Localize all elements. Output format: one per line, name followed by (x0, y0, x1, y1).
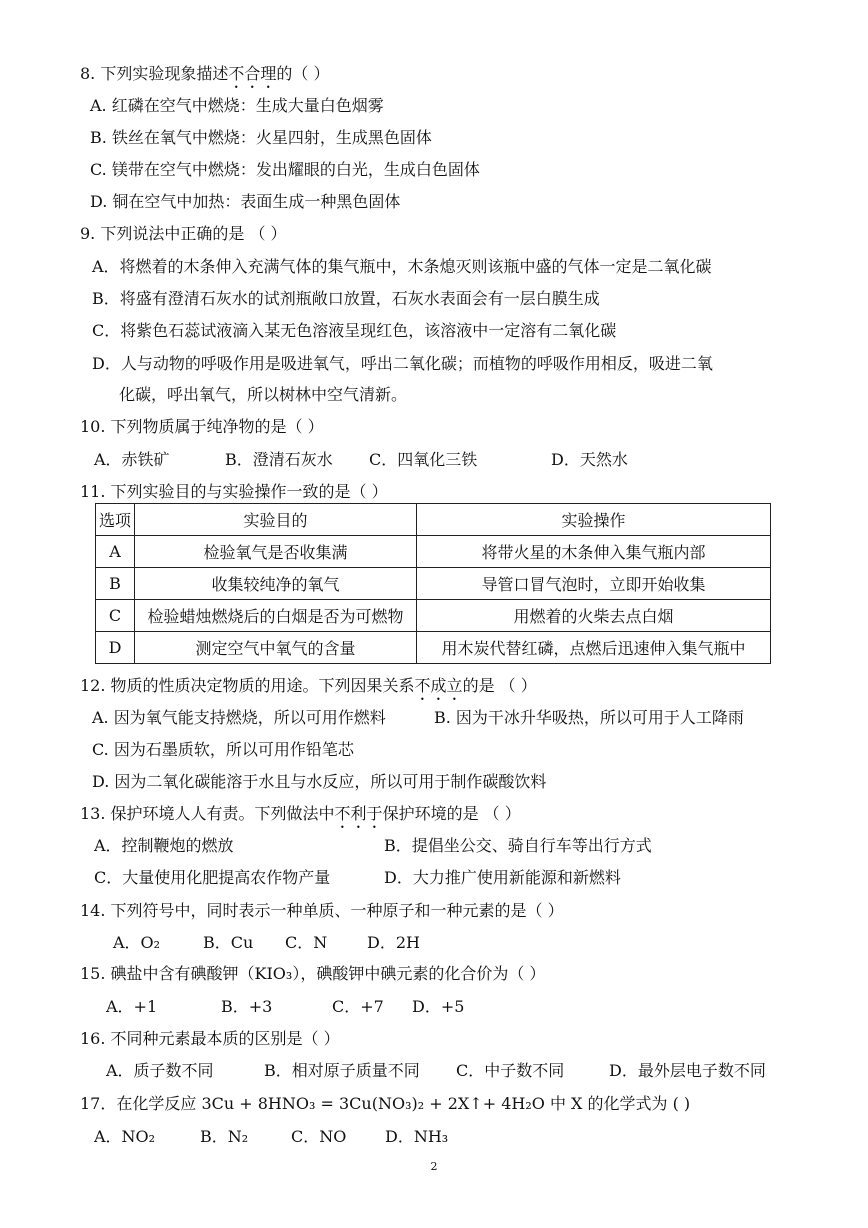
page-number: 2 (430, 1160, 438, 1173)
q12-option-b: B. 因为干冰升华吸热，所以可用于人工降雨 (434, 708, 744, 727)
q13-stem (80, 803, 521, 832)
q10-option-c: C．四氧化三铁 (369, 450, 478, 469)
q12-option-a: A. 因为氧气能支持燃烧，所以可用作燃料 (92, 708, 386, 727)
table-row (96, 536, 771, 568)
table-row (96, 632, 771, 664)
q13-stem-paren: 保护环境的是 （ ） (382, 804, 521, 823)
table-cell: D (96, 632, 135, 664)
table-row (96, 568, 771, 600)
table-cell: 检验蜡烛燃烧后的白烟是否为可燃物 (135, 600, 417, 632)
table-cell: B (96, 568, 135, 600)
q8-option-a: A. 红磷在空气中燃烧：生成大量白色烟雾 (90, 96, 384, 115)
q13-option-d: D．大力推广使用新能源和新燃料 (384, 868, 621, 887)
q14-option-c: C．N (285, 933, 328, 952)
table-cell: 用燃着的火柴去点白烟 (417, 600, 771, 632)
table-cell: 导管口冒气泡时，立即开始收集 (417, 568, 771, 600)
q16-option-b: B．相对原子质量不同 (264, 1061, 420, 1080)
table-cell: 用木炭代替红磷，点燃后迅速伸入集气瓶中 (417, 632, 771, 664)
q15-stem: 15. 碘盐中含有碘酸钾（KIO₃），碘酸钾中碘元素的化合价为（ ） (80, 964, 546, 983)
q13-stem-emphasis: 不利于 (334, 804, 383, 823)
q12-stem-emphasis: 不成立 (414, 676, 463, 695)
q12-stem (80, 675, 537, 704)
q12-option-c: C. 因为石墨质软，所以可用作铅笔芯 (92, 740, 354, 759)
q15-option-a: A．+1 (106, 997, 158, 1016)
table-header-cell: 实验操作 (417, 504, 771, 536)
q10-option-a: A．赤铁矿 (94, 450, 170, 469)
table-cell: A (96, 536, 135, 568)
q12-option-d: D. 因为二氧化碳能溶于水且与水反应，所以可用于制作碳酸饮料 (92, 772, 547, 791)
table-header-row (96, 504, 771, 536)
q13-option-b: B．提倡坐公交、骑自行车等出行方式 (384, 836, 652, 855)
q13-option-c: C．大量使用化肥提高农作物产量 (94, 868, 331, 887)
q9-option-b: B．将盛有澄清石灰水的试剂瓶敞口放置，石灰水表面会有一层白膜生成 (92, 289, 600, 308)
q16-option-d: D．最外层电子数不同 (609, 1061, 766, 1080)
q8-option-d: D. 铜在空气中加热：表面生成一种黑色固体 (90, 192, 401, 211)
q16-option-a: A．质子数不同 (106, 1061, 214, 1080)
q17-stem: 17．在化学反应 3Cu + 8HNO₃ = 3Cu(NO₃)₂ + 2X↑+ 4H₂O 中 X 的化学式为 ( ) (80, 1094, 691, 1113)
table-header-cell: 选项 (96, 504, 135, 536)
q8-stem-emphasis: 不合理 (228, 64, 277, 83)
q9-option-d: D．人与动物的呼吸作用是吸进氧气，呼出二氧化碳；而植物的呼吸作用相反，吸进二氧 (92, 354, 713, 373)
q16-option-c: C．中子数不同 (456, 1061, 565, 1080)
q15-option-c: C．+7 (332, 997, 384, 1016)
q9-option-c: C．将紫色石蕊试液滴入某无色溶液呈现红色，该溶液中一定溶有二氧化碳 (92, 321, 617, 340)
q17-option-c: C．NO (291, 1127, 347, 1146)
q14-option-a: A．O₂ (113, 933, 161, 952)
table-cell: 收集较纯净的氧气 (135, 568, 417, 600)
table-header-cell: 实验目的 (135, 504, 417, 536)
q8-stem (80, 63, 329, 92)
table-cell: 将带火星的木条伸入集气瓶内部 (417, 536, 771, 568)
q8-stem-text: 8. 下列实验现象描述 (80, 64, 229, 83)
table-row (96, 600, 771, 632)
q17-option-b: B．N₂ (200, 1127, 249, 1146)
q8-stem-paren: 的（ ） (276, 64, 330, 83)
q11-table (95, 503, 771, 664)
q13-option-a: A．控制鞭炮的燃放 (94, 836, 234, 855)
q13-stem-text: 13. 保护环境人人有责。下列做法中 (80, 804, 335, 823)
q12-stem-paren: 的是 （ ） (462, 676, 537, 695)
table-cell: 检验氧气是否收集满 (135, 536, 417, 568)
q9-option-a: A．将燃着的木条伸入充满气体的集气瓶中，木条熄灭则该瓶中盛的气体一定是二氧化碳 (92, 257, 712, 276)
q12-stem-text: 12. 物质的性质决定物质的用途。下列因果关系 (80, 676, 415, 695)
q9-stem: 9. 下列说法中正确的是 （ ） (80, 224, 287, 243)
q16-stem: 16. 不同种元素最本质的区别是（ ） (80, 1029, 340, 1048)
q10-option-d: D．天然水 (551, 450, 628, 469)
q15-option-d: D．+5 (412, 997, 465, 1016)
q10-option-b: B．澄清石灰水 (225, 450, 333, 469)
q14-option-d: D．2H (367, 933, 420, 952)
q14-stem: 14. 下列符号中，同时表示一种单质、一种原子和一种元素的是（ ） (80, 901, 564, 920)
q8-option-b: B. 铁丝在氧气中燃烧：火星四射，生成黑色固体 (90, 128, 432, 147)
q10-stem: 10. 下列物质属于纯净物的是（ ） (80, 417, 324, 436)
q9-option-d-continued: 化碳，呼出氧气，所以树林中空气清新。 (119, 385, 408, 404)
q15-option-b: B．+3 (221, 997, 273, 1016)
q11-stem: 11. 下列实验目的与实验操作一致的是（ ） (80, 482, 388, 501)
q17-option-d: D．NH₃ (385, 1127, 449, 1146)
q17-option-a: A．NO₂ (94, 1127, 156, 1146)
q8-option-c: C. 镁带在空气中燃烧：发出耀眼的白光，生成白色固体 (90, 160, 480, 179)
table-cell: 测定空气中氧气的含量 (135, 632, 417, 664)
q14-option-b: B．Cu (203, 933, 254, 952)
table-cell: C (96, 600, 135, 632)
